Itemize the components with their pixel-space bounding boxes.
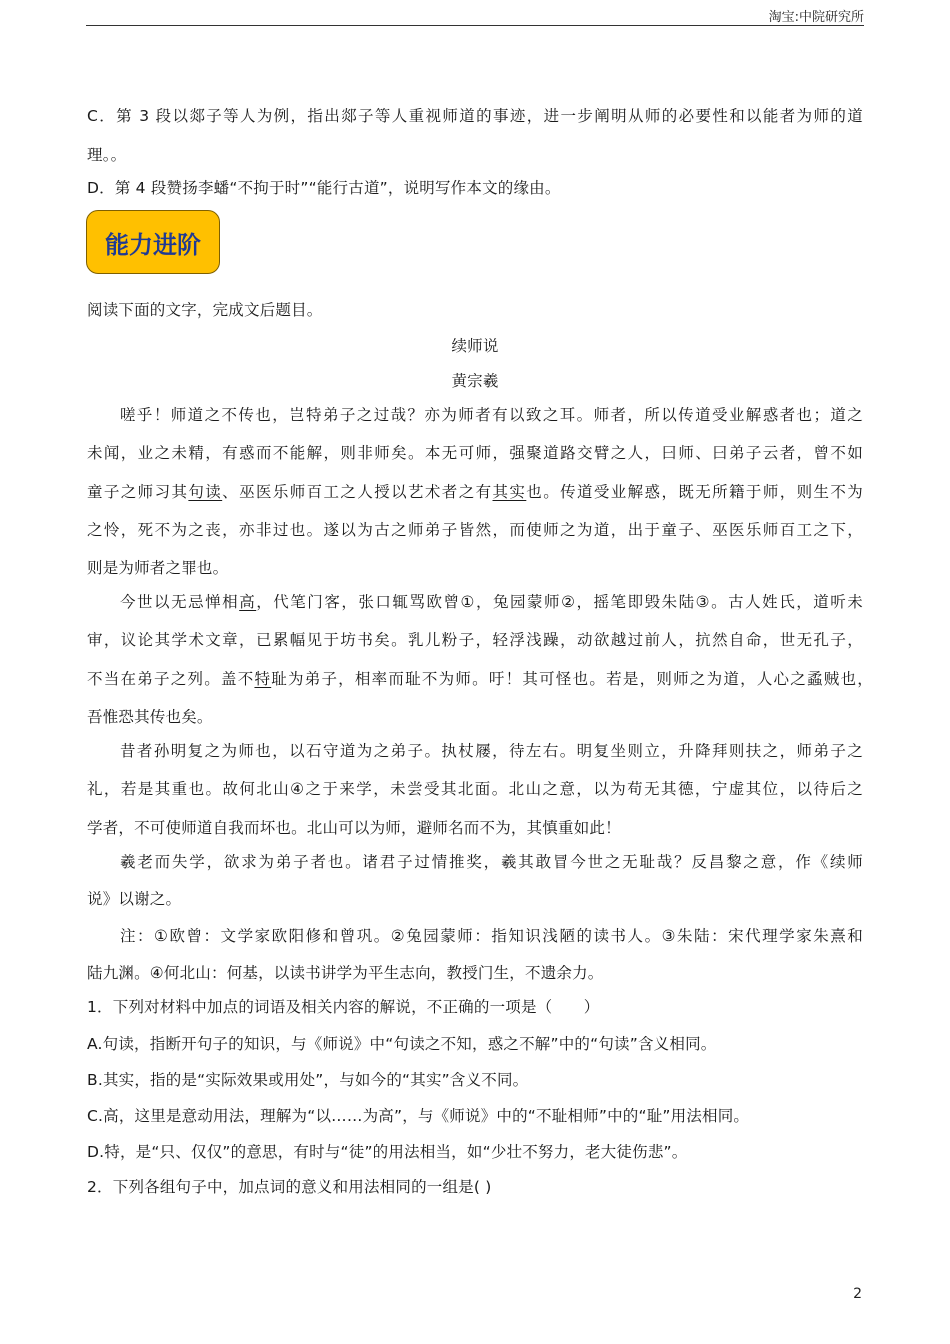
option-d-line: D．第 4 段赞扬李蟠“不拘于时”“能行古道”，说明写作本文的缘由。 bbox=[87, 179, 561, 197]
paragraph-4-line-1: 羲老而失学，欲求为弟子者也。诸君子过情推奖，羲其敢冒今世之无耻哉？反昌黎之意，作《续师 bbox=[120, 853, 863, 871]
question-1-option-c: C.高，这里是意动用法，理解为“以……为高”，与《师说》中的“不耻相师”中的“耻”用法相同。 bbox=[87, 1107, 750, 1125]
question-1-stem: 1．下列对材料中加点的词语及相关内容的解说，不正确的一项是（ ） bbox=[87, 998, 600, 1016]
text-span: 也。传道受业解惑，既无所籍于师，则生不为 bbox=[526, 483, 863, 501]
text-span: 今世以无忌惮相 bbox=[120, 593, 240, 611]
paragraph-1-line-2: 未闻，业之未精，有惑而不能解，则非师矣。本无可师，强聚道路交臂之人，曰师、曰弟子云者，曾不如 bbox=[87, 444, 863, 462]
paragraph-1-line-4: 之怜，死不为之丧，亦非过也。遂以为古之师弟子皆然，而使师之为道，出于童子、巫医乐师百工之下， bbox=[87, 521, 863, 539]
paragraph-1-line-3 bbox=[87, 482, 863, 502]
option-c-line2: 理。。 bbox=[87, 146, 127, 164]
header-source: 淘宝:中院研究所 bbox=[768, 10, 864, 25]
paragraph-2-line-1 bbox=[120, 592, 863, 612]
text-span: 、巫医乐师百工之人授以艺术者之有 bbox=[222, 483, 493, 501]
paragraph-1-line-1: 嗟乎！师道之不传也，岂特弟子之过哉？亦为师者有以致之耳。师者，所以传道受业解惑者也；道之 bbox=[120, 406, 863, 424]
text-span: 童子之师习其 bbox=[87, 483, 189, 501]
article-title: 续师说 bbox=[451, 337, 499, 355]
footnote-line-1: 注：①欧曾：文学家欧阳修和曾巩。②兔园蒙师：指知识浅陋的读书人。③朱陆：宋代理学家朱熹和 bbox=[120, 927, 863, 945]
question-1-option-a: A.句读，指断开句子的知识，与《师说》中“句读之不知，惑之不解”中的“句读”含义相同。 bbox=[87, 1035, 717, 1053]
footnote-line-2: 陆九渊。④何北山：何基，以读书讲学为平生志向，教授门生，不遗余力。 bbox=[87, 964, 604, 982]
dotted-word-gao: 高 bbox=[239, 593, 257, 611]
question-1-option-d: D.特，是“只、仅仅”的意思，有时与“徒”的用法相当，如“少壮不努力，老大徒伤悲”。 bbox=[87, 1143, 688, 1161]
question-1-option-b: B.其实，指的是“实际效果或用处”，与如今的“其实”含义不同。 bbox=[87, 1071, 529, 1089]
header-divider bbox=[86, 25, 864, 26]
paragraph-3-line-1: 昔者孙明复之为师也，以石守道为之弟子。执杖屦，待左右。明复坐则立，升降拜则扶之，师弟子之 bbox=[120, 742, 863, 760]
question-2-stem: 2．下列各组句子中，加点词的意义和用法相同的一组是( ) bbox=[87, 1178, 492, 1196]
paragraph-2-line-3 bbox=[87, 669, 873, 689]
paragraph-2-line-2: 审，议论其学术文章，已累幅见于坊书矣。乳儿粉子，轻浮浅躁，动欲越过前人，抗然自命，世无孔子， bbox=[87, 631, 863, 649]
page-number: 2 bbox=[853, 1286, 862, 1302]
reading-instruction: 阅读下面的文字，完成文后题目。 bbox=[87, 301, 323, 319]
paragraph-3-line-3: 学者，不可使师道自我而坏也。北山可以为师，避师名而不为，其慎重如此！ bbox=[87, 819, 621, 837]
text-span: 耻为弟子，相率而耻不为师。吁！其可怪也。若是，则师之为道，人心之蟊贼也， bbox=[271, 670, 873, 688]
paragraph-2-line-4: 吾惟恐其传也矣。 bbox=[87, 708, 213, 726]
paragraph-1-line-5: 则是为师者之罪也。 bbox=[87, 559, 229, 577]
article-author: 黄宗羲 bbox=[451, 372, 499, 390]
text-span: ，代笔门客，张口辄骂欧曾①，兔园蒙师②，摇笔即毁朱陆③。古人姓氏，道听未 bbox=[256, 593, 864, 611]
section-badge: 能力进阶 bbox=[86, 210, 220, 274]
option-c-line1: C．第 3 段以郯子等人为例，指出郯子等人重视师道的事迹，进一步阐明从师的必要性和以能者为师的道 bbox=[87, 107, 863, 125]
paragraph-3-line-2: 礼，若是其重也。故何北山④之于来学，未尝受其北面。北山之意，以为苟无其德，宁虚其位，以待后之 bbox=[87, 780, 863, 798]
dotted-word-te: 特 bbox=[254, 670, 272, 688]
text-span: 不当在弟子之列。盖不 bbox=[87, 670, 255, 688]
dotted-word-qishi: 其实 bbox=[492, 483, 527, 501]
paragraph-4-line-2: 说》以谢之。 bbox=[87, 890, 182, 908]
dotted-word-judou: 句读 bbox=[188, 483, 223, 501]
